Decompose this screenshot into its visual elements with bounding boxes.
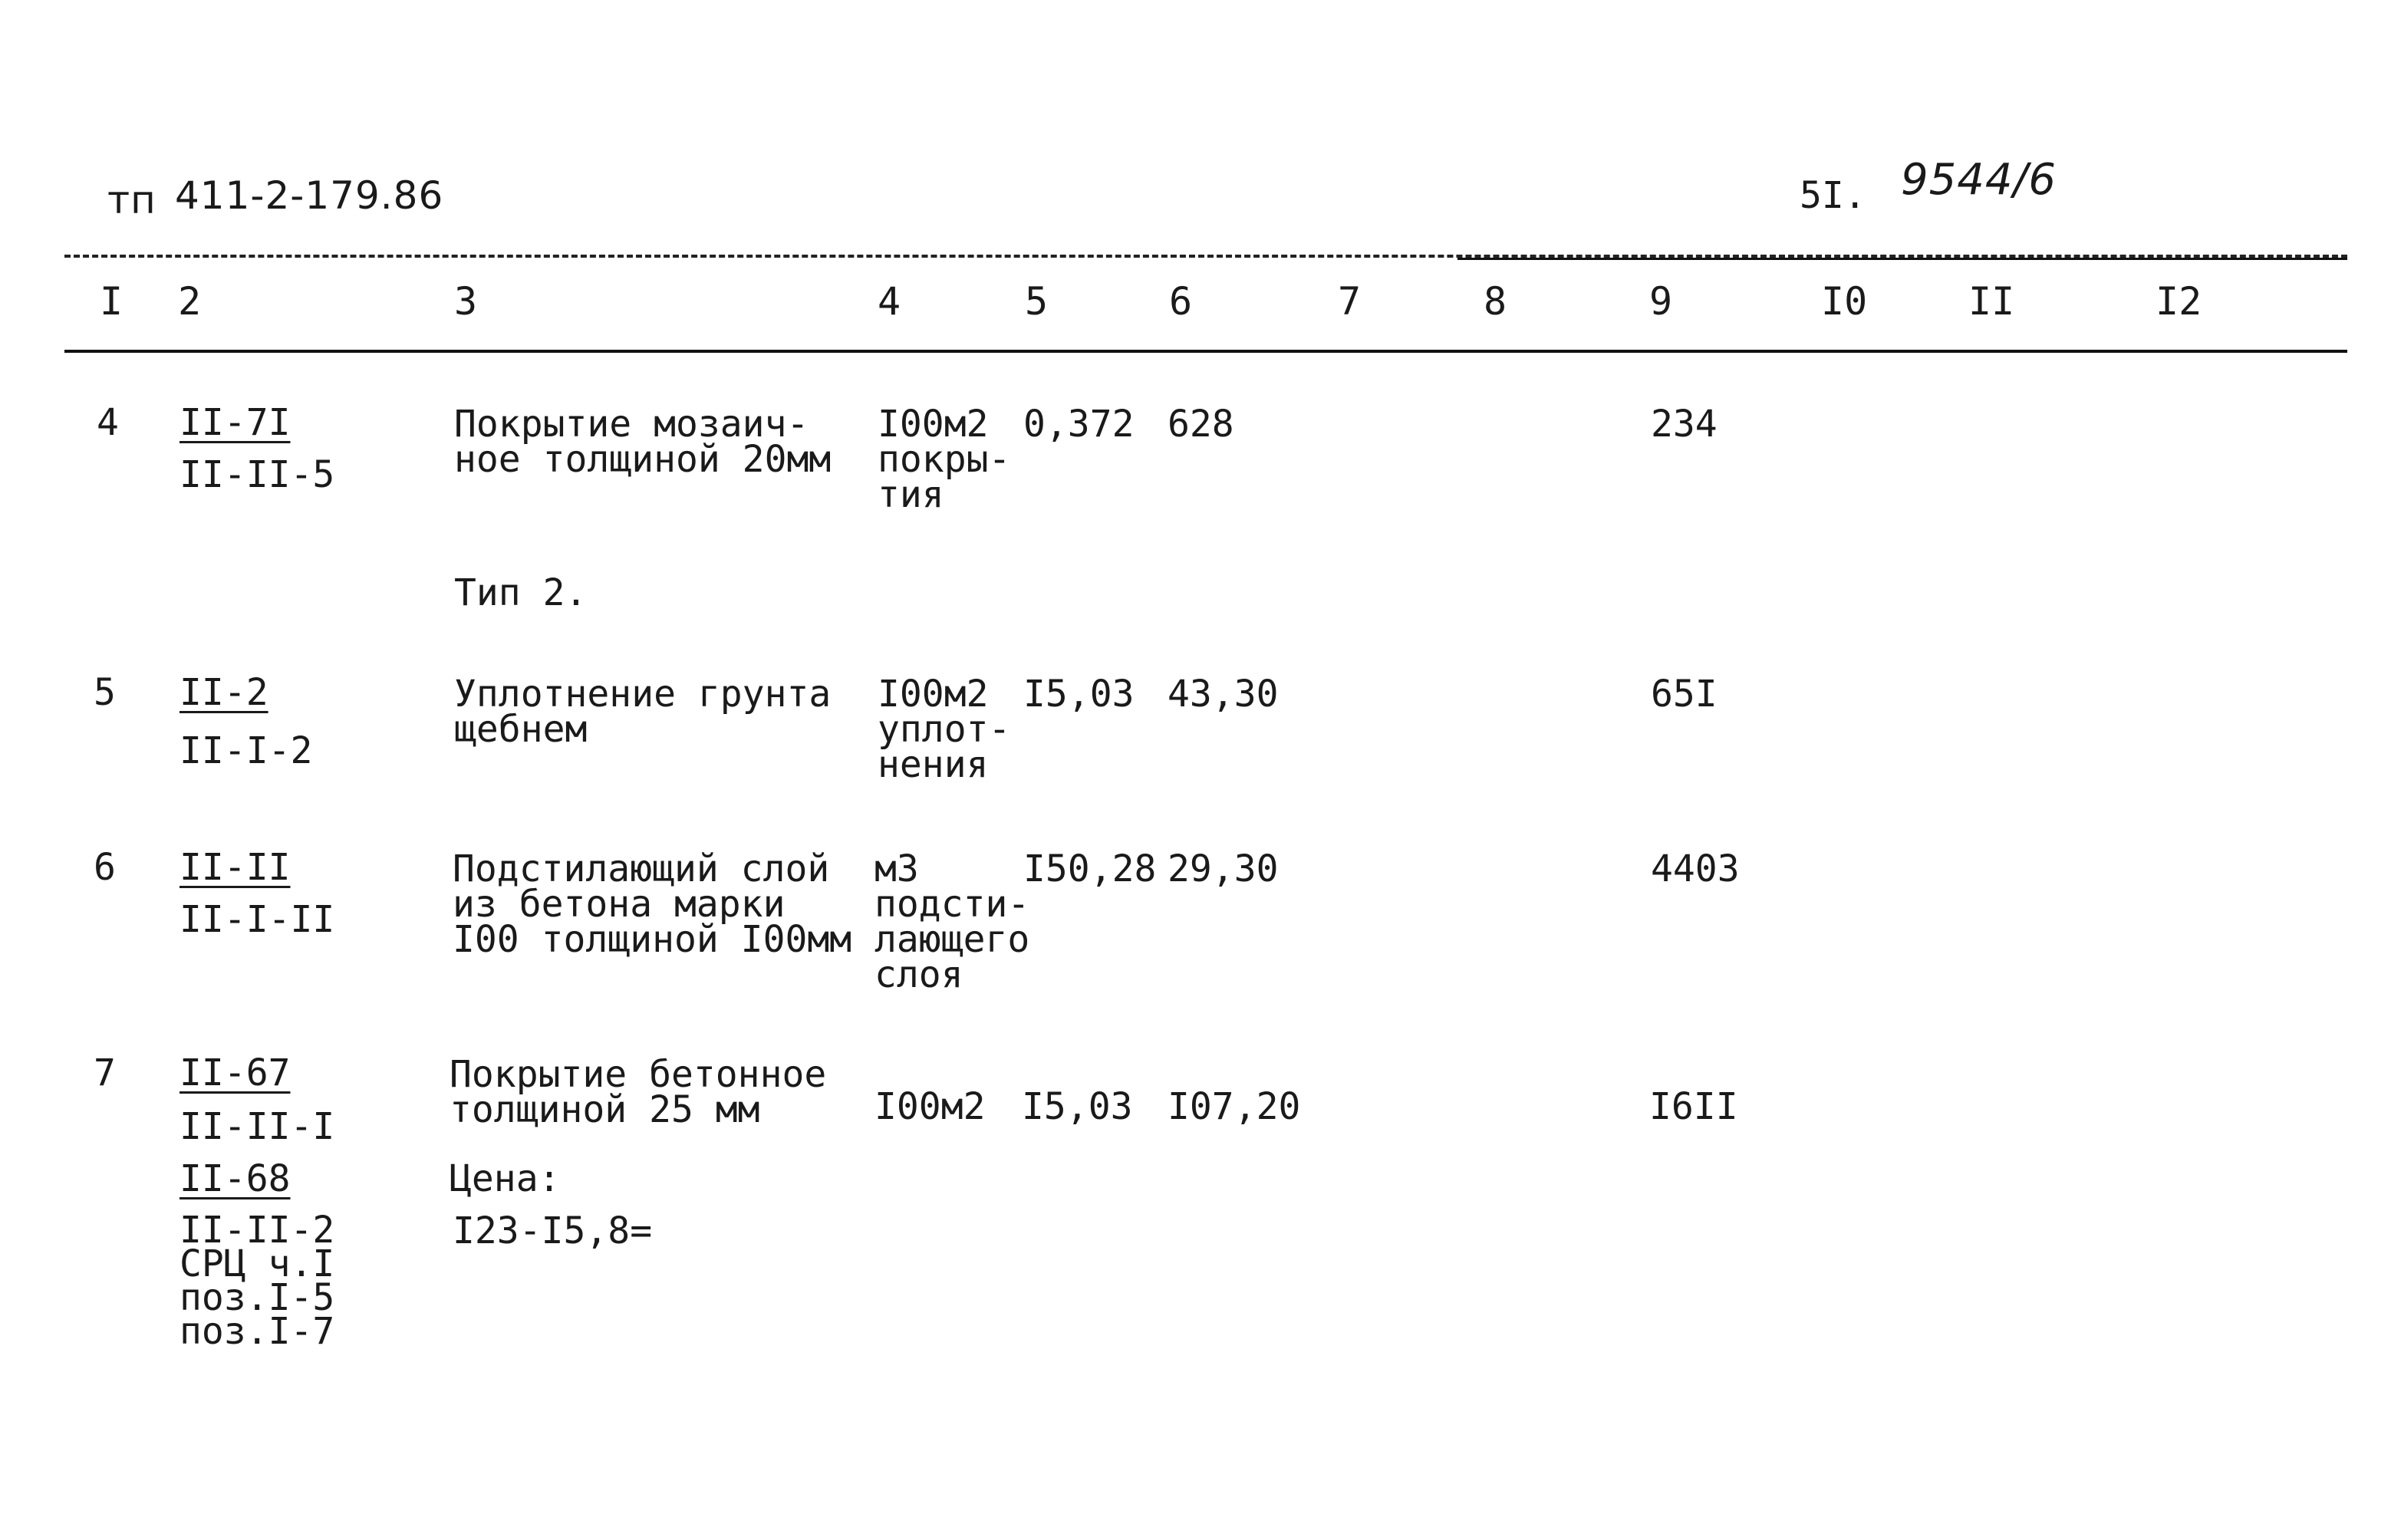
unit: м3 подсти- лающего слоя: [874, 847, 1030, 996]
resource-code: II-67: [179, 1051, 291, 1094]
unit: I00м2 уплот- нения: [878, 673, 1011, 786]
row-number: 6: [94, 846, 116, 889]
resource-code: II-II: [179, 846, 291, 889]
doc-number: 411-2-179.86: [175, 173, 444, 218]
quantity: I50,28: [1023, 847, 1157, 890]
col-header-12: I2: [2156, 279, 2202, 324]
col-header-2: 2: [178, 279, 202, 324]
col-header-1: I: [100, 279, 124, 324]
unit: I00м2: [874, 1085, 986, 1128]
col-header-3: 3: [454, 279, 478, 324]
unit: I00м2 покры- тия: [878, 403, 1011, 516]
col-header-9: 9: [1649, 279, 1673, 324]
unit-price: 628: [1168, 403, 1234, 446]
total: 4403: [1651, 847, 1740, 890]
work-description: Подстилающий слой из бетона марки I00 толщиной I00мм: [453, 847, 852, 961]
quantity: 0,372: [1023, 403, 1135, 446]
top-rule-right: [1457, 258, 2347, 260]
col-header-4: 4: [878, 279, 901, 324]
resource-subcode: II-I-II: [179, 898, 335, 941]
unit-price: I07,20: [1168, 1085, 1301, 1128]
page-code: 9544/6: [1901, 155, 2057, 205]
col-header-7: 7: [1338, 279, 1362, 324]
work-description: Покрытие мозаич- ное толщиной 20мм: [454, 403, 832, 481]
resource-code: II-7I: [179, 401, 291, 444]
row-number: 5: [94, 671, 116, 714]
resource-code-2: II-68: [179, 1157, 291, 1200]
col-header-8: 8: [1484, 279, 1507, 324]
total: 65I: [1651, 673, 1718, 716]
total: I6II: [1649, 1085, 1738, 1128]
price-formula: I23-I5,8=: [453, 1209, 653, 1252]
row-number: 4: [97, 401, 119, 444]
page-number: 5I.: [1800, 174, 1866, 217]
unit-price: 29,30: [1168, 847, 1279, 890]
col-header-6: 6: [1169, 279, 1193, 324]
resource-code: II-2: [179, 671, 268, 714]
resource-subcode: II-II-I: [179, 1105, 335, 1148]
doc-prefix: тп: [107, 178, 156, 222]
work-description: Уплотнение грунта щебнем: [454, 673, 832, 751]
quantity: I5,03: [1022, 1085, 1133, 1128]
total: 234: [1651, 403, 1718, 446]
unit-price: 43,30: [1168, 673, 1279, 716]
resource-subcode-2: II-II-2 СРЦ ч.I поз.I-5 поз.I-7: [179, 1209, 335, 1353]
col-header-10: I0: [1821, 279, 1868, 324]
price-label: Цена:: [450, 1157, 561, 1200]
row-number: 7: [94, 1051, 116, 1094]
col-header-5: 5: [1025, 279, 1049, 324]
resource-subcode: II-I-2: [179, 729, 313, 772]
work-description: Покрытие бетонное толщиной 25 мм: [450, 1053, 827, 1131]
header-bottom-rule: [64, 350, 2347, 353]
resource-subcode: II-II-5: [179, 453, 335, 496]
section-title: Тип 2.: [454, 571, 588, 614]
quantity: I5,03: [1023, 673, 1135, 716]
col-header-11: II: [1968, 279, 2015, 324]
